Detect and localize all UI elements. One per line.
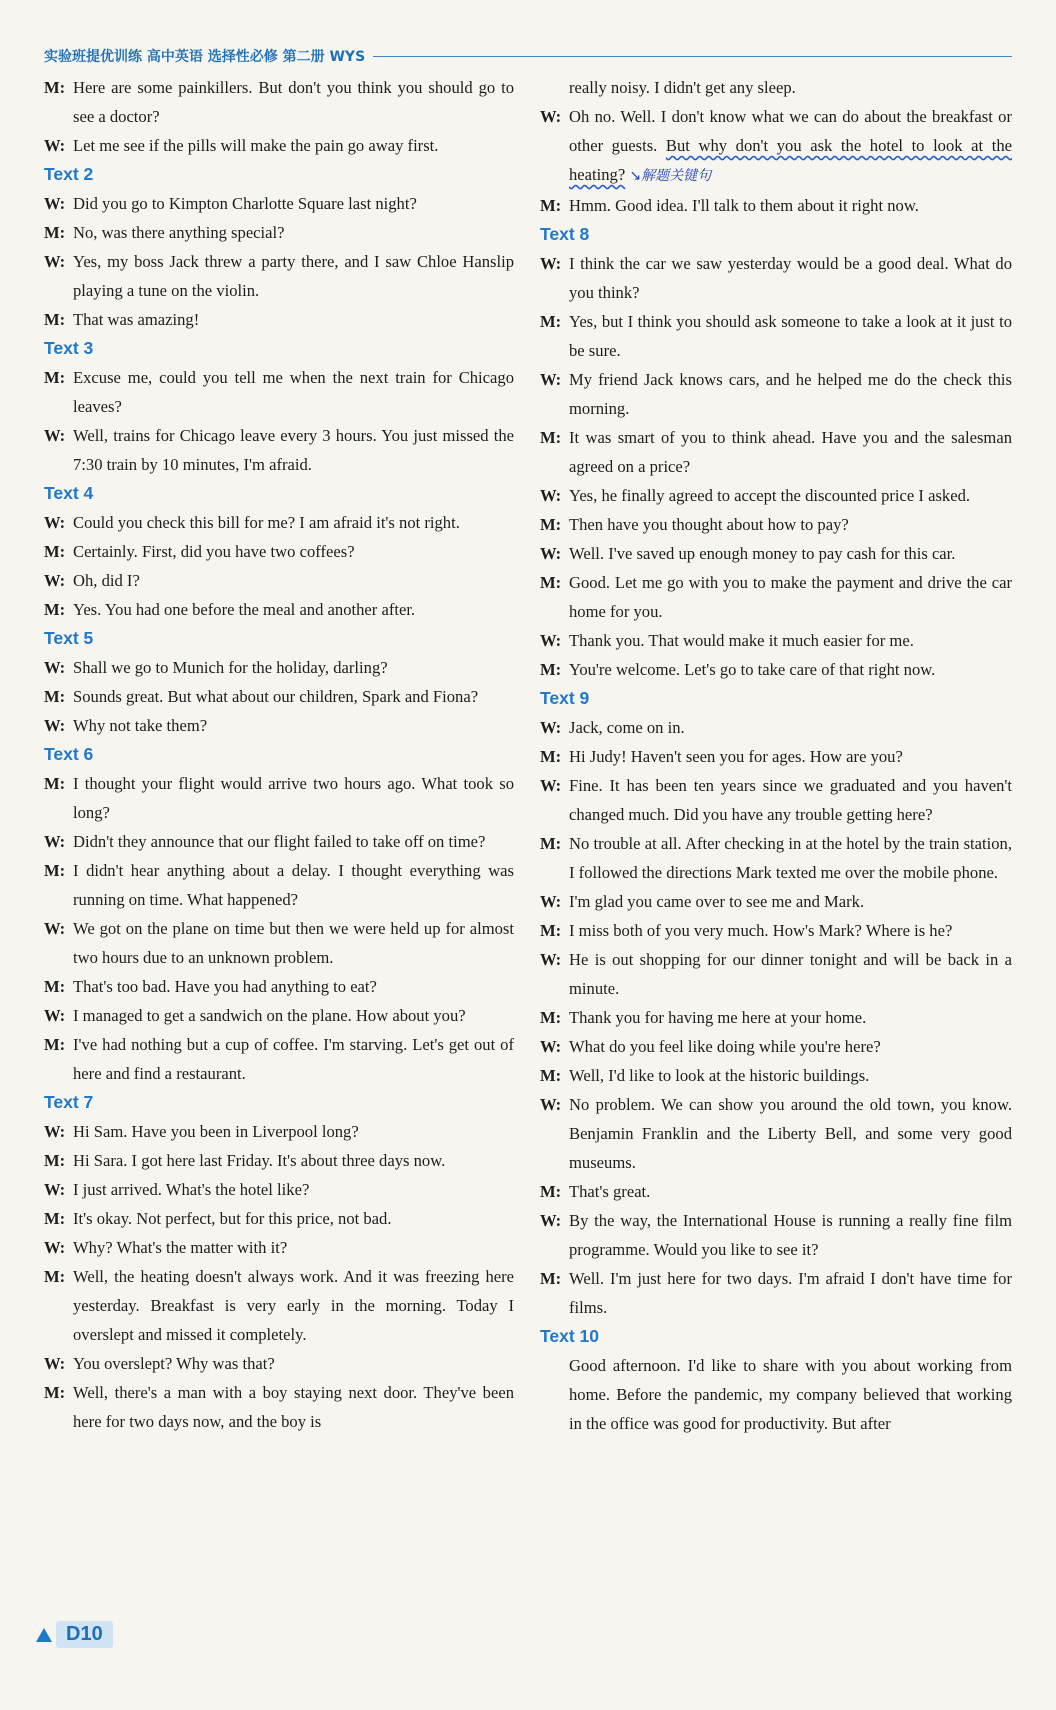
dialogue-text: Fine. It has been ten years since we graduated and you haven't changed much. Did you have any trouble getting here? [569,776,1012,824]
dialogue-text: That's great. [569,1182,651,1201]
dialogue-text: really noisy. I didn't get any sleep. [569,78,796,97]
dialogue-line [540,249,1012,307]
speaker-label: W: [540,1211,562,1230]
dialogue-text: No trouble at all. After checking in at the hotel by the train station, I followed the directions Mark texted me over the mobile phone. [569,834,1012,882]
speaker-label: W: [540,892,562,911]
section-heading: Text 9 [540,688,590,708]
speaker-label: M: [540,1066,562,1085]
speaker-label: W: [540,486,562,505]
up-arrow-icon [36,1628,52,1642]
dialogue-text: Sounds great. But what about our children, Spark and Fiona? [73,687,479,706]
dialogue-text: Yes, my boss Jack threw a party there, and I saw Chloe Hanslip playing a tune on the violin. [73,252,514,300]
dialogue-line [44,537,514,566]
dialogue-line [540,626,1012,655]
dialogue-line [540,1032,1012,1061]
dialogue-line [44,827,514,856]
dialogue-line [44,769,514,827]
dialogue-text: Well, trains for Chicago leave every 3 hours. You just missed the 7:30 train by 10 minutes, I'm afraid. [73,426,514,474]
dialogue-line [44,856,514,914]
dialogue-line [44,1146,514,1175]
dialogue-text: Did you go to Kimpton Charlotte Square last night? [73,194,417,213]
dialogue-line [540,916,1012,945]
dialogue-text: That's too bad. Have you had anything to eat? [73,977,377,996]
dialogue-line [44,1378,514,1436]
dialogue-text: I managed to get a sandwich on the plane. How about you? [73,1006,466,1025]
speaker-label: M: [540,1182,562,1201]
dialogue-text: I just arrived. What's the hotel like? [73,1180,310,1199]
speaker-label: M: [540,921,562,940]
dialogue-text: We got on the plane on time but then we were held up for almost two hours due to an unknown problem. [73,919,514,967]
dialogue-text: Why not take them? [73,716,208,735]
speaker-label: W: [540,1037,562,1056]
dialogue-text: He is out shopping for our dinner tonight and will be back in a minute. [569,950,1012,998]
dialogue-text: You're welcome. Let's go to take care of that right now. [569,660,936,679]
dialogue-line [44,1262,514,1349]
speaker-label: W: [44,252,66,271]
speaker-label: W: [44,658,66,677]
section-heading: Text 7 [44,1092,94,1112]
speaker-label: W: [540,950,562,969]
key-sentence: But why don't you ask the hotel to look at the heating? [569,136,1012,184]
speaker-label: W: [44,1354,66,1373]
dialogue-text: It's okay. Not perfect, but for this price, not bad. [73,1209,392,1228]
speaker-label: W: [540,544,562,563]
key-sentence-note: ↘解题关键句 [629,168,712,184]
speaker-label: W: [540,718,562,737]
speaker-label: W: [540,776,562,795]
speaker-label: W: [44,136,66,155]
continued-line [540,1351,1012,1438]
dialogue-line [540,1061,1012,1090]
speaker-label: M: [44,687,66,706]
dialogue-text: Hmm. Good idea. I'll talk to them about it right now. [569,196,919,215]
speaker-label: W: [540,254,562,273]
dialogue-text: No, was there anything special? [73,223,285,242]
dialogue-line [540,365,1012,423]
speaker-label: M: [540,428,562,447]
dialogue-text: My friend Jack knows cars, and he helped me do the check this morning. [569,370,1012,418]
speaker-label: M: [540,573,562,592]
dialogue-line [540,829,1012,887]
dialogue-text: Hi Sam. Have you been in Liverpool long? [73,1122,359,1141]
dialogue-text: I think the car we saw yesterday would be a good deal. What do you think? [569,254,1012,302]
speaker-label: M: [44,977,66,996]
dialogue-text: Certainly. First, did you have two coffees? [73,542,355,561]
page-footer [36,1621,113,1648]
speaker-label: M: [540,660,562,679]
dialogue-text: Well, the heating doesn't always work. And it was freezing here yesterday. Breakfast is very early in the morning. Today I overslept and missed it completely. [73,1267,514,1344]
dialogue-line [44,1175,514,1204]
dialogue-line [540,307,1012,365]
speaker-label: M: [540,834,562,853]
dialogue-text: Yes, he finally agreed to accept the discounted price I asked. [569,486,971,505]
section-heading: Text 6 [44,744,94,764]
dialogue-line [540,742,1012,771]
speaker-label: M: [540,1269,562,1288]
speaker-label: W: [44,426,66,445]
dialogue-text: Well. I'm just here for two days. I'm afraid I don't have time for films. [569,1269,1012,1317]
dialogue-line [540,1003,1012,1032]
speaker-label: M: [44,1209,66,1228]
speaker-label: M: [44,600,66,619]
dialogue-text: Well, there's a man with a boy staying next door. They've been here for two days now, and the boy is [73,1383,514,1431]
dialogue-line [44,73,514,131]
dialogue-line [540,771,1012,829]
dialogue-line [540,510,1012,539]
dialogue-text: I miss both of you very much. How's Mark? Where is he? [569,921,953,940]
dialogue-line [44,421,514,479]
dialogue-line [540,1206,1012,1264]
speaker-label: W: [44,513,66,532]
dialogue-line [44,218,514,247]
speaker-label: W: [540,107,562,126]
speaker-label: M: [44,774,66,793]
dialogue-line [540,539,1012,568]
book-title: 实验班提优训练 高中英语 选择性必修 第二册 WYS [44,49,366,65]
dialogue-text: Oh no. Well. I don't know what we can do about the breakfast or other guests. [569,107,1012,155]
section-heading: Text 2 [44,164,94,184]
speaker-label: M: [44,1383,66,1402]
speaker-label: W: [44,832,66,851]
dialogue-text: Excuse me, could you tell me when the next train for Chicago leaves? [73,368,514,416]
section-heading: Text 3 [44,338,94,358]
dialogue-line [44,653,514,682]
dialogue-text: That was amazing! [73,310,200,329]
section-heading: Text 4 [44,483,94,503]
dialogue-text: Here are some painkillers. But don't you think you should go to see a doctor? [73,78,514,126]
speaker-label: M: [540,747,562,766]
dialogue-text: I thought your flight would arrive two hours ago. What took so long? [73,774,514,822]
dialogue-text: No problem. We can show you around the old town, you know. Benjamin Franklin and the Liberty Bell, and some very good museums. [569,1095,1012,1172]
dialogue-text: Could you check this bill for me? I am afraid it's not right. [73,513,460,532]
dialogue-text: Jack, come on in. [569,718,685,737]
section-heading: Text 5 [44,628,94,648]
speaker-label: M: [540,196,562,215]
dialogue-text: Shall we go to Munich for the holiday, darling? [73,658,388,677]
dialogue-text: You overslept? Why was that? [73,1354,275,1373]
dialogue-text: Yes, but I think you should ask someone to take a look at it just to be sure. [569,312,1012,360]
left-column [44,73,514,1436]
speaker-label: M: [44,310,66,329]
dialogue-line [44,1204,514,1233]
dialogue-line [44,305,514,334]
dialogue-text: Then have you thought about how to pay? [569,515,849,534]
dialogue-line [44,189,514,218]
speaker-label: M: [44,78,66,97]
speaker-label: W: [540,631,562,650]
dialogue-line [44,711,514,740]
section-heading: Text 8 [540,224,590,244]
speaker-label: W: [44,1180,66,1199]
dialogue-text: Yes. You had one before the meal and another after. [73,600,416,619]
dialogue-line [44,508,514,537]
speaker-label: W: [44,1238,66,1257]
dialogue-line [540,713,1012,742]
dialogue-line [540,481,1012,510]
speaker-label: M: [540,515,562,534]
dialogue-line [44,914,514,972]
dialogue-line [44,363,514,421]
dialogue-line-highlight [540,102,1012,191]
dialogue-text: Well. I've saved up enough money to pay cash for this car. [569,544,956,563]
speaker-label: M: [540,1008,562,1027]
dialogue-line [540,945,1012,1003]
dialogue-line [44,1030,514,1088]
dialogue-text: I didn't hear anything about a delay. I thought everything was running on time. What happened? [73,861,514,909]
dialogue-line [44,1117,514,1146]
section-heading: Text 10 [540,1326,600,1346]
dialogue-line [44,682,514,711]
dialogue-text: I'm glad you came over to see me and Mark. [569,892,865,911]
page-number: D10 [56,1621,113,1648]
dialogue-text: Good. Let me go with you to make the payment and drive the car home for you. [569,573,1012,621]
dialogue-text: Well, I'd like to look at the historic buildings. [569,1066,870,1085]
speaker-label: M: [44,861,66,880]
right-column-body [540,191,1012,1438]
dialogue-line [44,566,514,595]
dialogue-line [540,191,1012,220]
dialogue-text: Hi Judy! Haven't seen you for ages. How are you? [569,747,903,766]
dialogue-text: It was smart of you to think ahead. Have you and the salesman agreed on a price? [569,428,1012,476]
dialogue-text: Hi Sara. I got here last Friday. It's about three days now. [73,1151,446,1170]
dialogue-text: By the way, the International House is running a really fine film programme. Would you like to see it? [569,1211,1012,1259]
dialogue-line [44,595,514,624]
dialogue-line [44,1233,514,1262]
dialogue-line [540,1090,1012,1177]
speaker-label: W: [44,919,66,938]
dialogue-line [44,1001,514,1030]
dialogue-text: Oh, did I? [73,571,140,590]
dialogue-line [44,247,514,305]
dialogue-line [44,972,514,1001]
speaker-label: M: [44,1151,66,1170]
speaker-label: M: [44,368,66,387]
header-rule [373,56,1012,57]
speaker-label: W: [44,1122,66,1141]
dialogue-line [540,1177,1012,1206]
speaker-label: M: [540,312,562,331]
speaker-label: W: [540,370,562,389]
speaker-label: M: [44,1267,66,1286]
dialogue-line [540,423,1012,481]
speaker-label: M: [44,542,66,561]
dialogue-line [540,887,1012,916]
dialogue-line [540,1264,1012,1322]
speaker-label: W: [44,571,66,590]
dialogue-text: What do you feel like doing while you're here? [569,1037,881,1056]
dialogue-text: I've had nothing but a cup of coffee. I'm starving. Let's get out of here and find a restaurant. [73,1035,514,1083]
dialogue-line [540,655,1012,684]
dialogue-text: Thank you for having me here at your home. [569,1008,867,1027]
dialogue-line [540,568,1012,626]
speaker-label: W: [44,1006,66,1025]
speaker-label: W: [44,716,66,735]
dialogue-text: Thank you. That would make it much easier for me. [569,631,914,650]
dialogue-text: Let me see if the pills will make the pain go away first. [73,136,439,155]
speaker-label: W: [44,194,66,213]
continued-line [540,73,1012,102]
dialogue-text: Good afternoon. I'd like to share with you about working from home. Before the pandemic, my company believed that working in the office was good for productivity. But after [569,1356,1012,1433]
speaker-label: M: [44,223,66,242]
speaker-label: M: [44,1035,66,1054]
dialogue-line [44,131,514,160]
dialogue-text: Why? What's the matter with it? [73,1238,288,1257]
dialogue-text: Didn't they announce that our flight failed to take off on time? [73,832,486,851]
right-column [540,73,1012,1438]
speaker-label: W: [540,1095,562,1114]
page-header [44,42,1012,70]
dialogue-line [44,1349,514,1378]
